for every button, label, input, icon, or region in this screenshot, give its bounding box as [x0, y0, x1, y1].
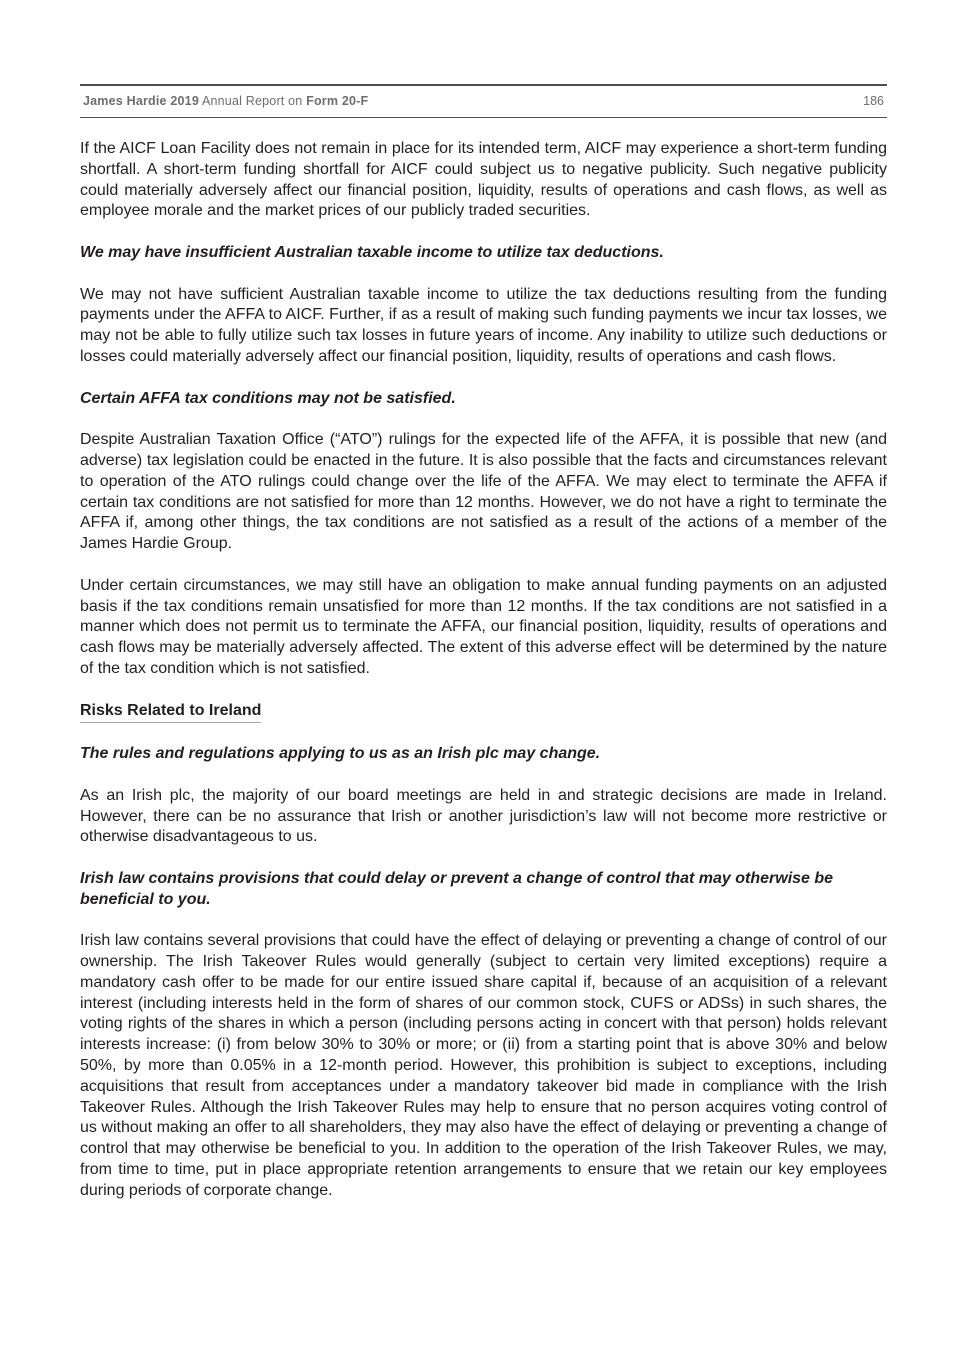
heading-irish-law-change-of-control: Irish law contains provisions that could delay or prevent a change of control that may otherwise be beneficial to you.	[80, 869, 834, 908]
section-heading-risks-ireland	[80, 701, 887, 724]
section-heading-risks-ireland-text: Risks Related to Ireland	[80, 701, 261, 724]
heading-insufficient-taxable-income: We may have insufficient Australian taxable income to utilize tax deductions.	[80, 243, 664, 261]
page-number: 186	[863, 93, 884, 108]
report-title	[83, 94, 368, 108]
paragraph-irish-takeover-rules: Irish law contains several provisions that could have the effect of delaying or preventing a change of control of our ownership. The Irish Takeover Rules would generally (subject to certain very limited exceptions) require a mandatory cash offer to be made for our entire issued share capital if, because of an acquisition of a relevant interest (including interests held in the form of shares of our common stock, CUFS or ADSs) in such shares, the voting rights of the shares in which a person (including persons acting in concert with that person) holds relevant interests increase: (i) from below 30% to 30% or more; or (ii) from a starting point that is above 30% and below 50%, by more than 0.05% in a 12-month period. However, this prohibition is subject to exceptions, including acquisitions that result from acceptances under a mandatory takeover bid made in compliance with the Irish Takeover Rules. Although the Irish Takeover Rules may help to ensure that no person acquires voting control of us without making an offer to all shareholders, they may also have the effect of delaying or preventing a change of control that may otherwise be beneficial to you. In addition to the operation of the Irish Takeover Rules, we may, from time to time, put in place appropriate retention arrangements to ensure that we retain our key employees during periods of corporate change.	[80, 932, 887, 1199]
report-title-middle: Annual Report on	[198, 93, 307, 108]
header-bottom-rule	[80, 117, 887, 119]
paragraph-tax-deductions: We may not have sufficient Australian taxable income to utilize the tax deductions resulting from the funding payments under the AFFA to AICF. Further, if as a result of making such funding payments we incur tax losses, we may not be able to fully utilize such tax losses in future years of income. Any inability to utilize such deductions or losses could materially adversely affect our financial position, liquidity, results of operations and cash flows.	[80, 285, 887, 365]
page-header	[80, 84, 887, 118]
report-title-company: James Hardie 2019	[83, 93, 199, 108]
paragraph-aicf-loan-facility: If the AICF Loan Facility does not remain in place for its intended term, AICF may experience a short-term funding shortfall. A short-term funding shortfall for AICF could subject us to negative publicity. Such negative publicity could materially adversely affect our financial position, liquidity, results of operations and cash flows, as well as employee morale and the market prices of our publicly traded securities.	[80, 140, 887, 220]
paragraph-annual-funding-payments: Under certain circumstances, we may still have an obligation to make annual funding payments on an adjusted basis if the tax conditions remain unsatisfied for more than 12 months. If the tax conditions are not satisfied in a manner which does not permit us to terminate the AFFA, our financial position, liquidity, results of operations and cash flows may be materially adversely affected. The extent of this adverse effect will be determined by the nature of the tax condition which is not satisfied.	[80, 576, 887, 677]
heading-affa-tax-conditions: Certain AFFA tax conditions may not be satisfied.	[80, 389, 456, 407]
paragraph-irish-plc-board-meetings: As an Irish plc, the majority of our board meetings are held in and strategic decisions are made in Ireland. However, there can be no assurance that Irish or another jurisdiction’s law will not become more restrictive or otherwise disadvantageous to us.	[80, 786, 887, 846]
heading-irish-plc-rules: The rules and regulations applying to us as an Irish plc may change.	[80, 745, 601, 763]
paragraph-ato-rulings: Despite Australian Taxation Office (“ATO”) rulings for the expected life of the AFFA, it is possible that new (and adverse) tax legislation could be enacted in the future. It is also possible that the facts and circumstances relevant to operation of the ATO rulings could change over the life of the AFFA. We may elect to terminate the AFFA if certain tax conditions are not satisfied for more than 12 months. However, we do not have a right to terminate the AFFA if, among other things, the tax conditions are not satisfied as a result of the actions of a member of the James Hardie Group.	[80, 431, 887, 553]
header-row	[80, 86, 887, 117]
report-title-form: Form 20-F	[306, 93, 369, 108]
document-body	[80, 139, 887, 1202]
